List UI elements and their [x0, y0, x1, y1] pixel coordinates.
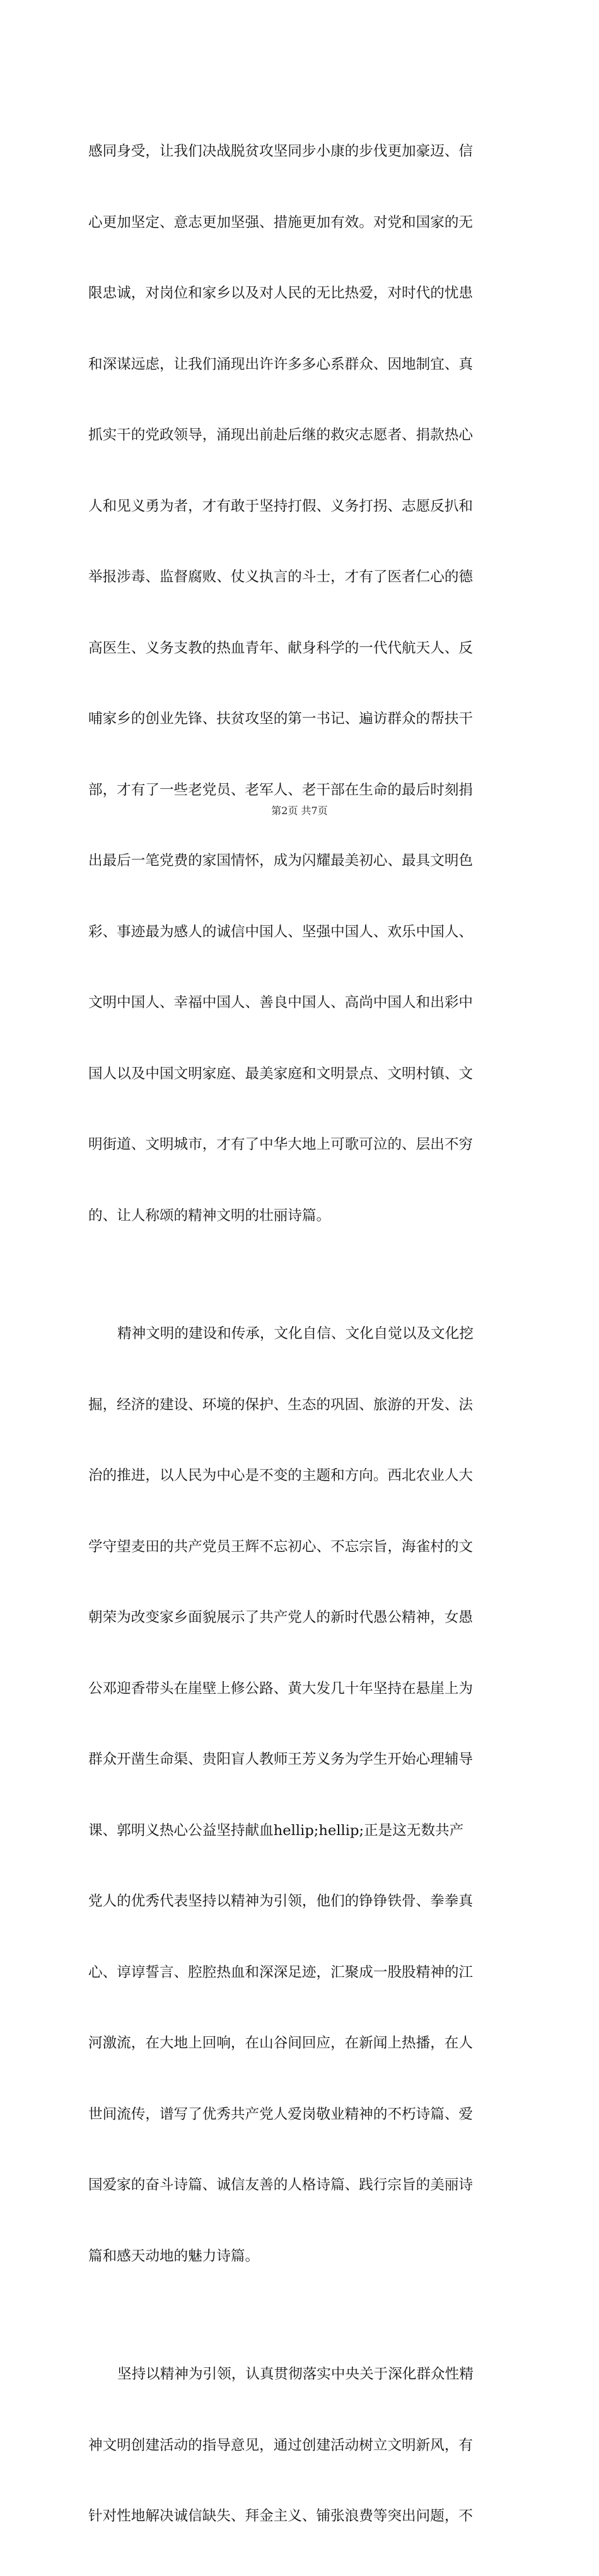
text-line: 国爱家的奋斗诗篇、诚信友善的人格诗篇、践行宗旨的美丽诗	[88, 2177, 474, 2193]
text-line: 课、郭明义热心公益坚持献血hellip;hellip;正是这无数共产	[88, 1822, 464, 1839]
text-line: 河激流，在大地上回响，在山谷间回应，在新闻上热播，在人	[88, 2035, 474, 2051]
text-line: 部，才有了一些老党员、老军人、老干部在生命的最后时刻捐	[88, 781, 474, 798]
text-line: 坚持以精神为引领，认真贯彻落实中央关于深化群众性精	[117, 2366, 474, 2382]
text-line: 公邓迎香带头在崖壁上修公路、黄大发几十年坚持在悬崖上为	[88, 1680, 474, 1697]
text-line: 彩、事迹最为感人的诚信中国人、坚强中国人、欢乐中国人、	[88, 923, 474, 940]
text-line: 心更加坚定、意志更加坚强、措施更加有效。对党和国家的无	[88, 214, 474, 231]
document-body	[88, 93, 523, 2576]
text-line: 举报涉毒、监督腐败、仗义执言的斗士，才有了医者仁心的德	[88, 569, 474, 585]
text-line: 的、让人称颂的精神文明的壮丽诗篇。	[88, 1207, 331, 1224]
text-line: 世间流传，谱写了优秀共产党人爱岗敬业精神的不朽诗篇、爱	[88, 2106, 474, 2123]
text-line: 出最后一笔党费的家国情怀，成为闪耀最美初心、最具文明色	[88, 853, 474, 869]
text-line: 文明中国人、幸福中国人、善良中国人、高尚中国人和出彩中	[88, 994, 474, 1011]
text-line: 心、谆谆誓言、腔腔热血和深深足迹，汇聚成一股股精神的江	[88, 1964, 474, 1981]
text-line: 朝荣为改变家乡面貌展示了共产党人的新时代愚公精神，女愚	[88, 1609, 474, 1626]
paragraph-1	[88, 93, 523, 1275]
paragraph-3	[88, 2316, 523, 2576]
page-footer: 第2页 共7页	[271, 805, 328, 817]
text-line: 感同身受，让我们决战脱贫攻坚同步小康的步伐更加豪迈、信	[88, 143, 474, 160]
text-line: 群众开凿生命渠、贵阳盲人教师王芳义务为学生开始心理辅导	[88, 1751, 474, 1768]
text-line: 学守望麦田的共产党员王辉不忘初心、不忘宗旨，海雀村的文	[88, 1538, 474, 1555]
text-line: 人和见义勇为者，才有敢于坚持打假、义务打拐、志愿反扒和	[88, 498, 474, 515]
text-line: 国人以及中国文明家庭、最美家庭和文明景点、文明村镇、文	[88, 1065, 474, 1082]
text-line: 明街道、文明城市，才有了中华大地上可歌可泣的、层出不穷	[88, 1136, 474, 1153]
text-line: 神文明创建活动的指导意见，通过创建活动树立文明新风，有	[88, 2437, 474, 2454]
text-line: 治的推进，以人民为中心是不变的主题和方向。西北农业人大	[88, 1467, 474, 1484]
text-line: 抓实干的党政领导，涌现出前赴后继的救灾志愿者、捐款热心	[88, 427, 474, 443]
text-line: 限忠诚，对岗位和家乡以及对人民的无比热爱，对时代的忧患	[88, 285, 474, 301]
text-line: 针对性地解决诚信缺失、拜金主义、铺张浪费等突出问题，不	[88, 2508, 474, 2524]
text-line: 篇和感天动地的魅力诗篇。	[88, 2247, 260, 2264]
paragraph-2	[88, 1275, 523, 2316]
text-line: 哺家乡的创业先锋、扶贫攻坚的第一书记、遍访群众的帮扶干	[88, 711, 474, 727]
text-line: 高医生、义务支教的热血青年、献身科学的一代代航天人、反	[88, 639, 474, 656]
text-line: 掘，经济的建设、环境的保护、生态的巩固、旅游的开发、法	[88, 1396, 474, 1413]
text-line: 精神文明的建设和传承，文化自信、文化自觉以及文化挖	[117, 1326, 474, 1342]
text-line: 党人的优秀代表坚持以精神为引领，他们的铮铮铁骨、拳拳真	[88, 1893, 474, 1909]
text-line: 和深谋远虑，让我们涌现出许许多多心系群众、因地制宜、真	[88, 356, 474, 373]
